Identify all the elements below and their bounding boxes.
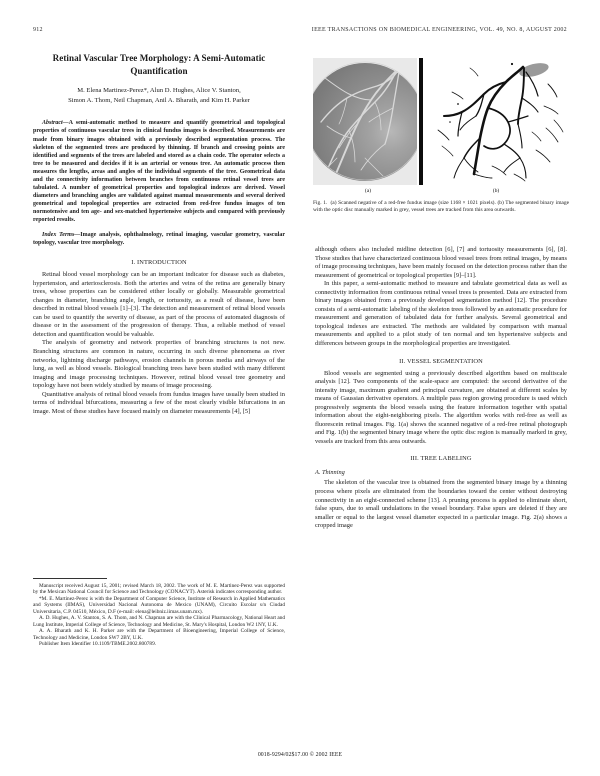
footnote-publisher-id: Publisher Item Identifier 10.1109/TBME.2002.800789. — [39, 641, 157, 648]
copyright-line: 0018-9294/02$17.00 © 2002 IEEE — [257, 752, 343, 758]
footnote-rule — [33, 578, 107, 579]
paragraph-thinning: The skeleton of the vascular tree is obtained from the segmented binary image by a thinning process where pixels are eliminated from the boundaries toward the center without destroying connectivity in an eight-connected scheme [13]. A pruning process is applied to eliminate short, false spurs, due to small undulations in the vessel boundary. False spurs are deleted if they are smaller or equal to the largest vessel diameter expected in a particular image. Fig. 2(a) shows a cropped image — [315, 479, 567, 530]
paragraph-intro-1: Retinal blood vessel morphology can be an important indicator for disease such as diabetes, hypertension, and arteriosclerosis. Both the arteries and veins of the retina are generally binary trees, whose properties can be considered either locally or globally. Measurable geometrical changes in diameter, branching angle, length, or tortuosity, as a result of disease, have been described in retinal blood vessels [1]–[3]. The detection and measurement of retinal blood vessels can be used to quantify the severity of disease, as part of the process of automated diagnosis of disease or in the assessment of the progression of therapy. Thus, a reliable method of vessel detection and quantification would be valuable. — [33, 271, 285, 338]
figure-1 — [313, 58, 569, 214]
footnote-block — [33, 578, 285, 648]
figure-caption-prefix: Fig. 1. — [313, 200, 328, 206]
speckle-noise — [511, 63, 513, 65]
author-line-1: M. Elena Martinez-Perez*, Alun D. Hughes, Alice V. Stanton, — [77, 87, 241, 94]
section-heading-tree-labeling: III. TREE LABELING — [410, 455, 472, 463]
abstract-label: Abstract— — [42, 120, 69, 127]
subsection-heading-thinning: A. Thinning — [315, 469, 345, 477]
figure-panel-b-segmented-binary — [428, 58, 567, 185]
optic-disc-marker — [518, 61, 550, 80]
author-list — [35, 86, 283, 106]
fundus-disc-outline — [313, 62, 417, 180]
section-heading-introduction: I. INTRODUCTION — [131, 259, 187, 267]
footnote-affiliation-2: A. D. Hughes, A. V. Stanton, S. A. Thom, and N. Chapman are with the Clinical Pharmacology, National Heart and Lung Institute, Imperial College of Science, Technology and Medicine, St. Mary's Hospital, London W2 1NY, U.K. — [33, 615, 285, 628]
journal-running-title: IEEE TRANSACTIONS ON BIOMEDICAL ENGINEERING, VOL. 49, NO. 8, AUGUST 2002 — [311, 27, 567, 33]
page-folio: 912 — [33, 27, 43, 33]
abstract-text: A semi-automatic method to measure and quantify geometrical and topological properties of continuous vascular trees in clinical fundus images is described. Measurements are made from binary images obtained with a previously described segmentation process. The skeleton of the segmented trees are produced by thinning. If branch and crossing points are identified and segments of the trees are labeled and stored as a chain code. The operator selects a tree to be measured and decides if it is an arterial or venous tree. An automatic process then measures the lengths, areas and angles of the individual segments of the tree. Geometrical data and the connectivity information between branches from continuous retinal vessel trees are tabulated. A number of geometrical properties and topological indexes are derived. Vessel diameters and branching angles are validated against manual measurements and several derived geometrical and topological properties are extracted from red-free fundus images of ten normotensive and ten age- and sex-matched hypertensive subjects and compared with previously reported results. — [33, 120, 285, 223]
index-terms-label: Index Terms— — [42, 232, 81, 239]
paragraph-right-2: In this paper, a semi-automatic method to measure and tabulate geometrical data as well as connectivity information from continuous retinal vessel trees is presented. Data are extracted from binary images obtained from a previously developed segmentation method [12]. The procedure consists of a semi-automatic labeling of the skeleton trees followed by an automatic procedure for measurement and generation of tabulated data for further analysis. Several geometrical and topological indexes are extracted. The methods are validated by comparison with manual measurements and applied to a pilot study of ten normal and ten hypertensive subjects and differences between groups in the morphological properties are investigated. — [315, 280, 567, 348]
speckle-noise — [457, 103, 459, 105]
figure-sublabel-b: (b) — [492, 188, 500, 194]
figure-panels — [313, 58, 569, 185]
footnote-manuscript: Manuscript received August 15, 2001; revised March 18, 2002. The work of M. E. Martinez-Perez was supported by the Mexican National Council for Science and Technology (CONACYT). Asterisk indicates corresponding author. — [33, 582, 285, 596]
index-terms — [33, 231, 285, 247]
index-terms-text: Image analysis, ophthalmology, retinal imaging, vascular geometry, vascular topology, vascular tree morphology. — [33, 232, 285, 247]
fundus-vessels-overlay — [313, 58, 417, 185]
right-column — [315, 246, 567, 531]
paragraph-intro-2: The analysis of geometry and network properties of branching structures is not new. Branching structures are common in nature, occurring in such diverse phenomena as river networks, lightning discharge pathways, erosion channels in porous media and airways of the lung, as well as blood vessels. Biological branching trees have been studied with many different imaging and image processing techniques. However, retinal blood vessel tree geometry and topology have not been widely studied by means of image processing. — [33, 339, 285, 390]
paper-title: Retinal Vascular Tree Morphology: A Semi-Automatic Quantification — [52, 53, 266, 76]
footnote-affiliation-3: A. A. Bharath and K. H. Parker are with the Department of Bioengineering, Imperial College of Science, Technology and Medicine, London SW7 2BY, U.K. — [33, 628, 285, 641]
speckle-noise — [449, 121, 451, 123]
running-head — [33, 27, 567, 39]
figure-subcaptions — [313, 188, 569, 194]
author-line-2: Simon A. Thom, Neil Chapman, Anil A. Bharath, and Kim H. Parker — [68, 97, 250, 105]
figure-divider — [419, 58, 423, 185]
figure-caption — [313, 200, 569, 214]
segmented-vessel-tree — [428, 58, 567, 185]
footnote-affiliation-1: *M. E. Martinez-Perez is with the Department of Computer Science, Institute of Research in Applied Mathematics and Systems (IIMAS), Universidad Nacional Autonoma de Mexico (UNAM), Circuito Escolar s/n Ciudad Universitaria, C.P. 04510, México, D.F (e-mail: elena@leibniz.iimas.unam.mx). — [33, 595, 285, 615]
figure-sublabel-a: (a) — [364, 188, 372, 194]
left-column — [33, 52, 285, 416]
paragraph-right-1: although others also included midline detection [6], [7] and tortuosity measurements [6], [8]. Those studies that have characterized continuous blood vessel trees from retinal images, by means of image processing techniques, have been mainly focused on the detection process rather than the measurement of geometrical or topological properties [9]–[11]. — [315, 246, 567, 279]
figure-caption-text: (a) Scanned negative of a red-free fundus image (size 1168 × 1021 pixels). (b) The segmented binary image with the optic disc manually marked in grey, vessel trees are tracked from this area outwards. — [313, 200, 569, 213]
figure-panel-a-fundus-negative — [313, 58, 417, 185]
paragraph-segmentation: Blood vessels are segmented using a previously described algorithm based on multiscale analysis [12]. Two components of the scale-space are computed: the second derivative of the intensity image, maximum gradient and principal curvature, are obtained at different scales by means of Gaussian derivative operators. A multiple pass region growing procedure is used which progressively segments the blood vessels using the feature information together with spatial information about the eight-neighboring pixels. The algorithm works with red-free as well as fluorescein retinal images. Fig. 1(a) shows the scanned negative of a red-free retinal photograph and Fig. 1(b) the segmented binary image where the optic disc region is manually marked in grey, vessels are tracked from this area outwards. — [315, 369, 567, 445]
abstract — [33, 119, 285, 224]
section-heading-vessel-segmentation: II. VESSEL SEGMENTATION — [399, 357, 483, 365]
paragraph-intro-3: Quantitative analysis of retinal blood vessels from fundus images have usually been studied in terms of individual bifurcations, measuring a few of the most clearly visible bifurcations in an image. Most of these studies have focused mainly on diameter measurements [4], [5] — [33, 390, 285, 415]
